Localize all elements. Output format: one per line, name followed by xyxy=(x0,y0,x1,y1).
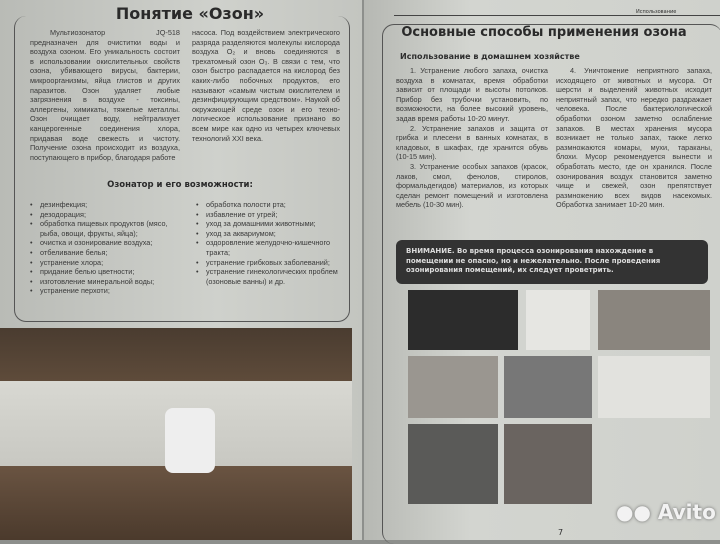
bathroom-photo xyxy=(408,424,498,504)
watermark-text: Avito xyxy=(657,500,716,524)
right-title: Основные способы применения озона xyxy=(401,25,687,40)
bullet-item: • устранение грибковых заболеваний; xyxy=(192,258,342,268)
bullet-item: • дезинфекция; xyxy=(26,200,182,210)
living-room-photo xyxy=(504,356,592,418)
bullet-item: • отбеливание белья; xyxy=(26,248,182,258)
room-photo xyxy=(526,290,590,350)
paragraph: 4. Уничтожение неприятного запаха, исходящего от животных и мусора. От шерсти и выделений животных исходит неприятный запах, что нередко раздражает человека. После бактериологической обработки озоном заметно ослабление запахов. В местах хранения мусора возникает не только запах, также легко размножаются комары, мухи, тараканы, блохи. Мусор рекомендуется вынести и обработать место, где он хранился. После озонирования воздух становится заметно чище и свежей, озон препятствует размножению всех видов насекомых. Обработка занимает 10-20 мин. xyxy=(556,66,712,210)
page-number: 7 xyxy=(558,528,564,537)
left-bullets-1 xyxy=(26,200,182,296)
paragraph: 3. Устранение особых запахов (красок, лаков, смол, фенолов, стиролов, формальдегидов) материалов, из которых сделан ремонт помещений и изготовлена мебель (10-30 мин). xyxy=(396,161,548,210)
left-col1: Мультиозонатор JQ-518 предназначен для очиститки воды и воздуха озоном. Его уникальность состоит в использовании окислительных свойств озона, убивающего вирусы, бактерии, микроорганизмы, яйца глистов и других паразитов. Озон удаляет любые загрязнения в воздухе - токсины, аллергены, химикаты, тяжелые металлы. Озон очищает воду, нейтрализует канцерогенные соединения хлора, придавая воде свежесть и чистоту. Получение озона происходит из воздуха, поступающего в прибор, благодаря работе xyxy=(30,28,180,162)
bullet-item: • уход за домашними животными; xyxy=(192,219,342,229)
bullet-item: • изготовление минеральной воды; xyxy=(26,277,182,287)
paragraph: 1. Устранение любого запаха, очистка воздуха в комнатах, время обработки зависит от площади и высоты потолков. Прибор без трубочки установить, по возможности, на более высокий уровень, задав время работы 10-20 минут. xyxy=(396,66,548,123)
bullet-item: • уход за аквариумом; xyxy=(192,229,342,239)
blank-photo xyxy=(598,356,710,418)
left-title: Понятие «Озон» xyxy=(115,4,265,23)
bullet-item: • оздоровление желудочно-кишечного тракта; xyxy=(192,238,342,257)
bullet-item: • очистка и озонирование воздуха; xyxy=(26,238,182,248)
left-page xyxy=(0,0,362,540)
bullet-item: • придание белью цветности; xyxy=(26,267,182,277)
wardrobe-photo xyxy=(598,290,710,350)
avito-watermark xyxy=(616,500,716,524)
left-subtitle: Озонатор и его возможности: xyxy=(107,180,253,190)
warning-box: ВНИМАНИЕ. Во время процесса озонирования нахождение в помещении не опасно, но и нежелательно. После проведения озонирования помещений, их следует проветрить. xyxy=(396,240,708,284)
kitchen-photo xyxy=(0,328,352,540)
bedroom-photo xyxy=(504,424,592,504)
header-rule xyxy=(394,15,720,16)
bullet-item: • устранение перхоти; xyxy=(26,286,182,296)
right-page xyxy=(364,0,720,540)
left-col2: насоса. Под воздействием электрического разряда разделяются молекулы кислорода воздуха O₂ и вновь соединяются в трехатомный озон O₃. В связи с тем, что озон быстро распадается на кислород без каких-либо побочных продуктов, его называют «самым чистым окислителем и дезинфицирующим средством». Наукой об окружающей среде озон и его техно-логическое использование признано во всем мире как одно из четырех ключевых технологий XXI века. xyxy=(192,28,340,143)
right-col2 xyxy=(556,66,712,210)
ozonator-device xyxy=(165,408,215,473)
shelf-photo xyxy=(408,356,498,418)
left-bullets-2 xyxy=(192,200,342,286)
right-subtitle: Использование в домашнем хозяйстве xyxy=(400,52,580,61)
bullet-item: • устранение гинекологических проблем (озоновые ванны) и др. xyxy=(192,267,342,286)
avito-logo-icon: ●● xyxy=(616,500,651,524)
bullet-item: • устранение хлора; xyxy=(26,258,182,268)
bullet-item: • обработка пищевых продуктов (мясо, рыба, овощи, фрукты, яйца); xyxy=(26,219,182,238)
paragraph: 2. Устранение запахов и защита от грибка и плесени в ванных комнатах, в кладовых, в шкафах, где хранится обувь (10-15 мин). xyxy=(396,123,548,162)
bullet-item: • избавление от угрей; xyxy=(192,210,342,220)
bullet-item: • дезодорация; xyxy=(26,210,182,220)
bullet-item: • обработка полости рта; xyxy=(192,200,342,210)
running-header: Использование xyxy=(632,9,680,15)
right-col1 xyxy=(396,66,548,210)
cat-photo xyxy=(408,290,518,350)
